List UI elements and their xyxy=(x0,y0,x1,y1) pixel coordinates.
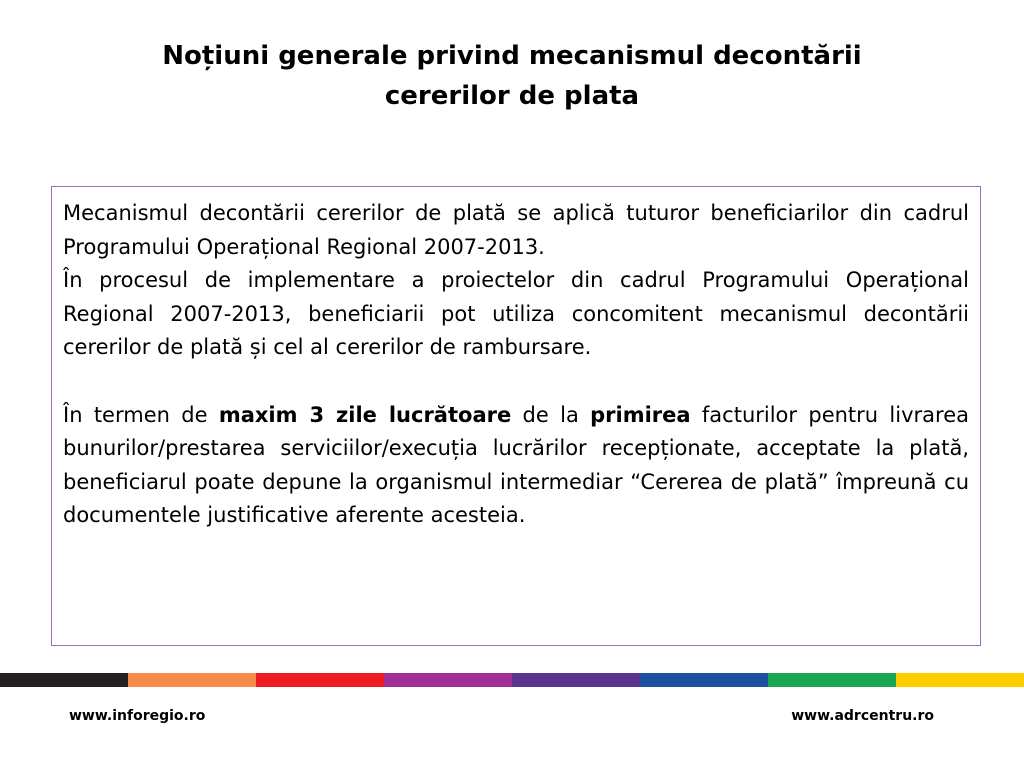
color-stripe-black xyxy=(0,673,128,687)
deadline-bold-receipt: primirea xyxy=(590,402,691,427)
color-stripe-red xyxy=(256,673,384,687)
color-stripe-yellow xyxy=(896,673,1024,687)
deadline-text-1: În termen de xyxy=(63,402,219,427)
color-stripe-orange xyxy=(128,673,256,687)
slide-title-line-1: Noțiuni generale privind mecanismul decontării xyxy=(162,41,862,71)
color-stripe-bar xyxy=(0,673,1024,687)
paragraph-implementation: În procesul de implementare a proiectelor din cadrul Programului Operațional Regional 2007-2013, beneficiarii pot utiliza concomitent mecanismul decontării cererilor de plată și cel al cererilor de rambursare. xyxy=(63,268,969,360)
color-stripe-purple xyxy=(512,673,640,687)
paragraph-mechanism-scope: Mecanismul decontării cererilor de plată se aplică tuturor beneficiarilor din cadrul Programului Operațional Regional 2007-2013. xyxy=(63,201,969,259)
slide-title xyxy=(0,36,1024,116)
deadline-bold-days: maxim 3 zile lucrătoare xyxy=(218,402,512,427)
footer-link-inforegio[interactable]: www.inforegio.ro xyxy=(69,708,206,724)
paragraph-deadline xyxy=(63,399,969,533)
color-stripe-magenta xyxy=(384,673,512,687)
footer-link-adrcentru[interactable]: www.adrcentru.ro xyxy=(791,708,934,724)
deadline-text-3: facturilor pentru livrarea bunurilor/prestarea serviciilor/execuția lucrărilor recepționate, acceptate la plată, beneficiarul poate depune la organismul intermediar “Cererea de plată” împreună cu documentele justificative aferente acesteia. xyxy=(63,402,969,528)
deadline-text-2: de la xyxy=(511,402,591,427)
slide-title-line-2: cererilor de plata xyxy=(384,81,640,111)
color-stripe-blue xyxy=(640,673,768,687)
color-stripe-green xyxy=(768,673,896,687)
content-box xyxy=(51,186,981,646)
